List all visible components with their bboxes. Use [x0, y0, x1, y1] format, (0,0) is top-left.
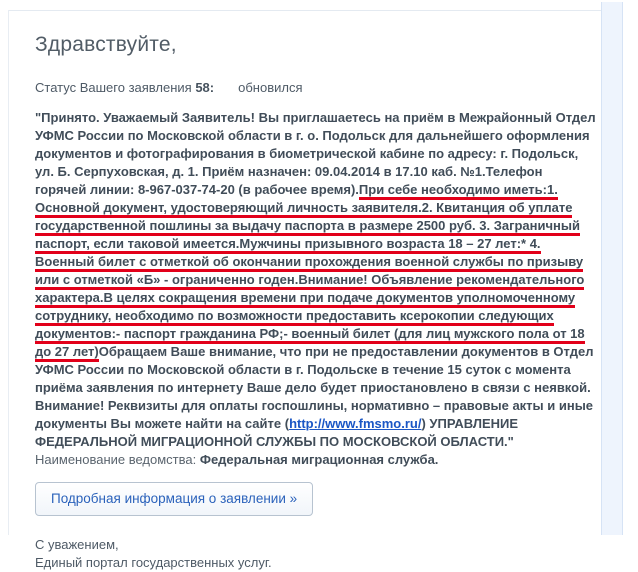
signature-line-2: Единый портал государственных услуг.: [35, 555, 272, 570]
email-message-body: [35, 0, 597, 572]
greeting-heading: Здравствуйте,: [35, 33, 177, 56]
status-line: [35, 80, 597, 95]
department-name: Федеральная миграционная служба.: [199, 452, 439, 467]
signature-block: [35, 536, 597, 572]
status-value: обновился: [238, 80, 303, 95]
message-part-2: Обращаем Ваше внимание, что при не предоставлении документов в Отдел УФМС России по Московской области в г. Подольске в течение 15 суток с момента приёма заявления по интернету Ваше дело будет приостановлено в связи с неявкой. Внимание! Реквизиты для оплаты госпошлины, нормативно – правовые акты и иные документы Вы можете найти на сайте (: [35, 344, 594, 431]
red-underlined-text: При себе необходимо иметь:1. Основной документ, удостоверяющий личность заявителя.2. Квитанция об уплате государственной пошлины за выдачу паспорта в размере 2500 руб. 3. Заграничный паспорт, если таковой имеется.Мужчины призывного возраста 18 – 27 лет:* 4. Военный билет с отметкой об окончании прохождения военной службы по призыву или с отметкой «Б» - ограниченно годен.Внимание! Объявление рекомендательного характера.В целях сокращения времени при подаче документов уполномоченному сотруднику, необходимо по возможности предоставить ксерокопии следующих документов:- паспорт гражданина РФ;- военный билет (для лиц мужского пола от 18 до 27 лет): [35, 182, 585, 362]
application-details-button[interactable]: Подробная информация о заявлении »: [35, 482, 313, 516]
application-number: 58:: [195, 80, 215, 95]
signature-line-1: С уважением,: [35, 537, 119, 552]
message-text: [35, 109, 597, 451]
status-prefix: Статус Вашего заявления: [35, 80, 196, 95]
message-part-3: ) УПРАВЛЕНИЕ ФЕДЕРАЛЬНОЙ МИГРАЦИОННОЙ СЛУЖБЫ ПО МОСКОВСКОЙ ОБЛАСТИ.": [35, 416, 519, 449]
fmsmo-link[interactable]: http://www.fmsmo.ru/: [289, 416, 422, 431]
department-label: Наименование ведомства:: [35, 452, 200, 467]
scrollbar-track[interactable]: [601, 2, 623, 535]
panel-left-border: [8, 10, 9, 535]
department-line: [35, 451, 597, 469]
message-part-1: "Принято. Уважаемый Заявитель! Вы приглашаетесь на приём в Межрайонный Отдел УФМС России по Московской области в г. о. Подольск для дальнейшего оформления документов и фотографирования в биометрической кабине по адресу: г. Подольск, ул. Б. Серпуховская, д. 1. Приём назначен: 09.04.2014 в 17.10 каб. №1.Телефон горячей линии: 8-967-037-74-20 (в рабочее время).: [35, 110, 596, 197]
